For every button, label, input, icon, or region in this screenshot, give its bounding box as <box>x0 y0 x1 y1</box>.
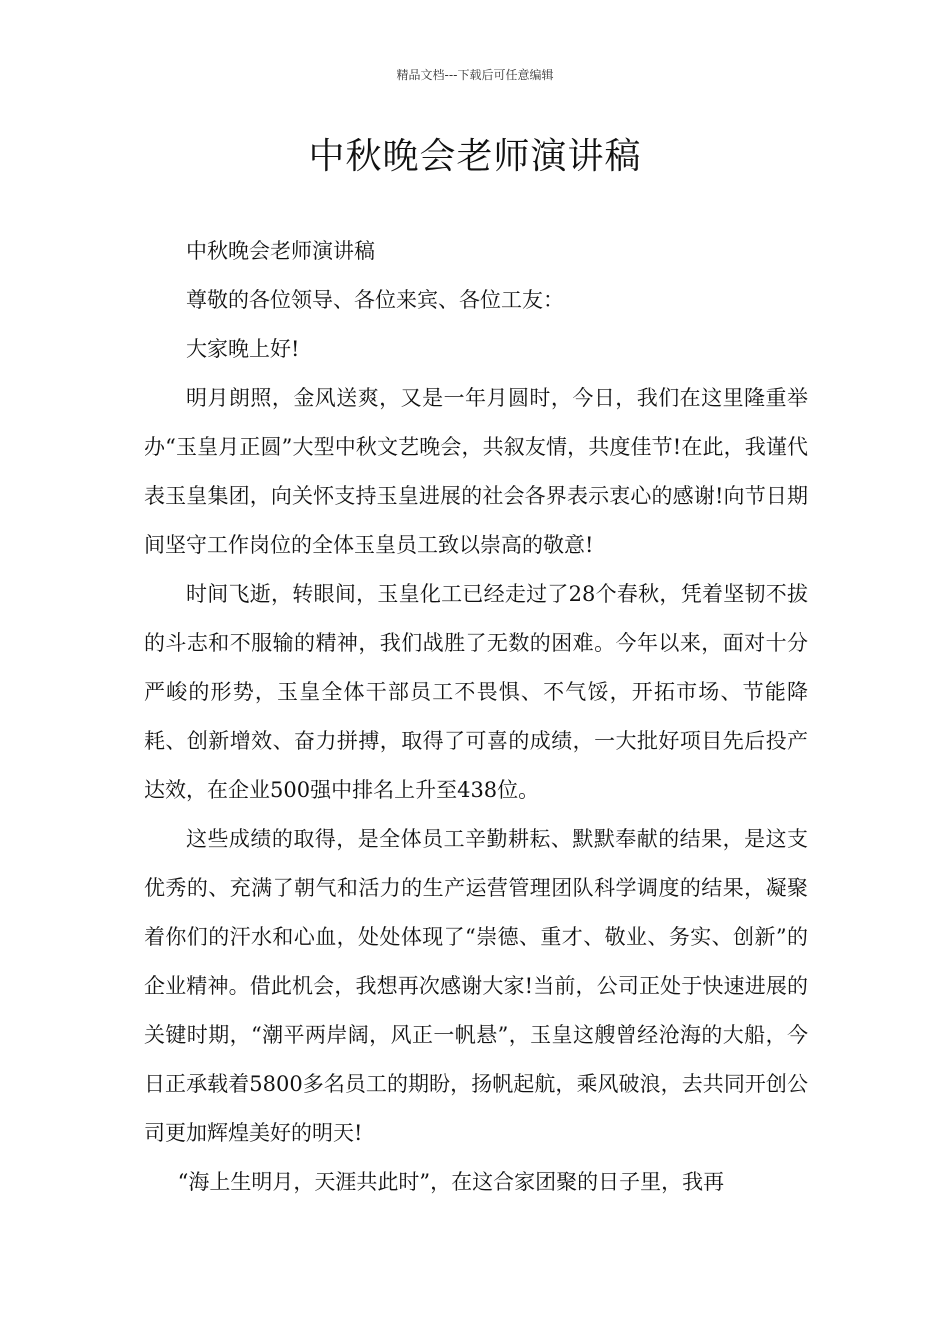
paragraph-subtitle: 中秋晚会老师演讲稿 <box>186 239 375 263</box>
document-body <box>144 227 808 1207</box>
paragraph-opening: 明月朗照，金风送爽，又是一年月圆时，今日，我们在这里隆重举办“玉皇月正圆”大型中秋文艺晚会，共叙友情，共度佳节!在此，我谨代表玉皇集团，向关怀支持玉皇进展的社会各界表示衷心的感谢!向节日期间坚守工作岗位的全体玉皇员工致以崇高的敬意! <box>144 386 808 557</box>
paragraph-greeting: 大家晚上好! <box>186 337 300 361</box>
document-title: 中秋晚会老师演讲稿 <box>308 136 642 177</box>
paragraph-review: 时间飞逝，转眼间，玉皇化工已经走过了28个春秋，凭着坚韧不拔的斗志和不服输的精神，我们战胜了无数的困难。今年以来，面对十分严峻的形势，玉皇全体干部员工不畏惧、不气馁，开拓市场、节能降耗、创新增效、奋力拼搏，取得了可喜的成绩，一大批好项目先后投产达效，在企业500强中排名上升至438位。 <box>144 582 808 802</box>
header-note: 精品文档---下载后可任意编辑 <box>396 68 554 82</box>
paragraph-closing: “海上生明月，天涯共此时”，在这合家团聚的日子里，我再 <box>177 1170 725 1194</box>
paragraph-salutation: 尊敬的各位领导、各位来宾、各位工友： <box>186 288 564 312</box>
paragraph-achievements: 这些成绩的取得，是全体员工辛勤耕耘、默默奉献的结果，是这支优秀的、充满了朝气和活力的生产运营管理团队科学调度的结果，凝聚着你们的汗水和心血，处处体现了“崇德、重才、敬业、务实、创新”的企业精神。借此机会，我想再次感谢大家!当前，公司正处于快速进展的关键时期，“潮平两岸阔，风正一帆悬”，玉皇这艘曾经沧海的大船，今日正承载着5800多名员工的期盼，扬帆起航，乘风破浪，去共同开创公司更加辉煌美好的明天! <box>144 827 808 1145</box>
